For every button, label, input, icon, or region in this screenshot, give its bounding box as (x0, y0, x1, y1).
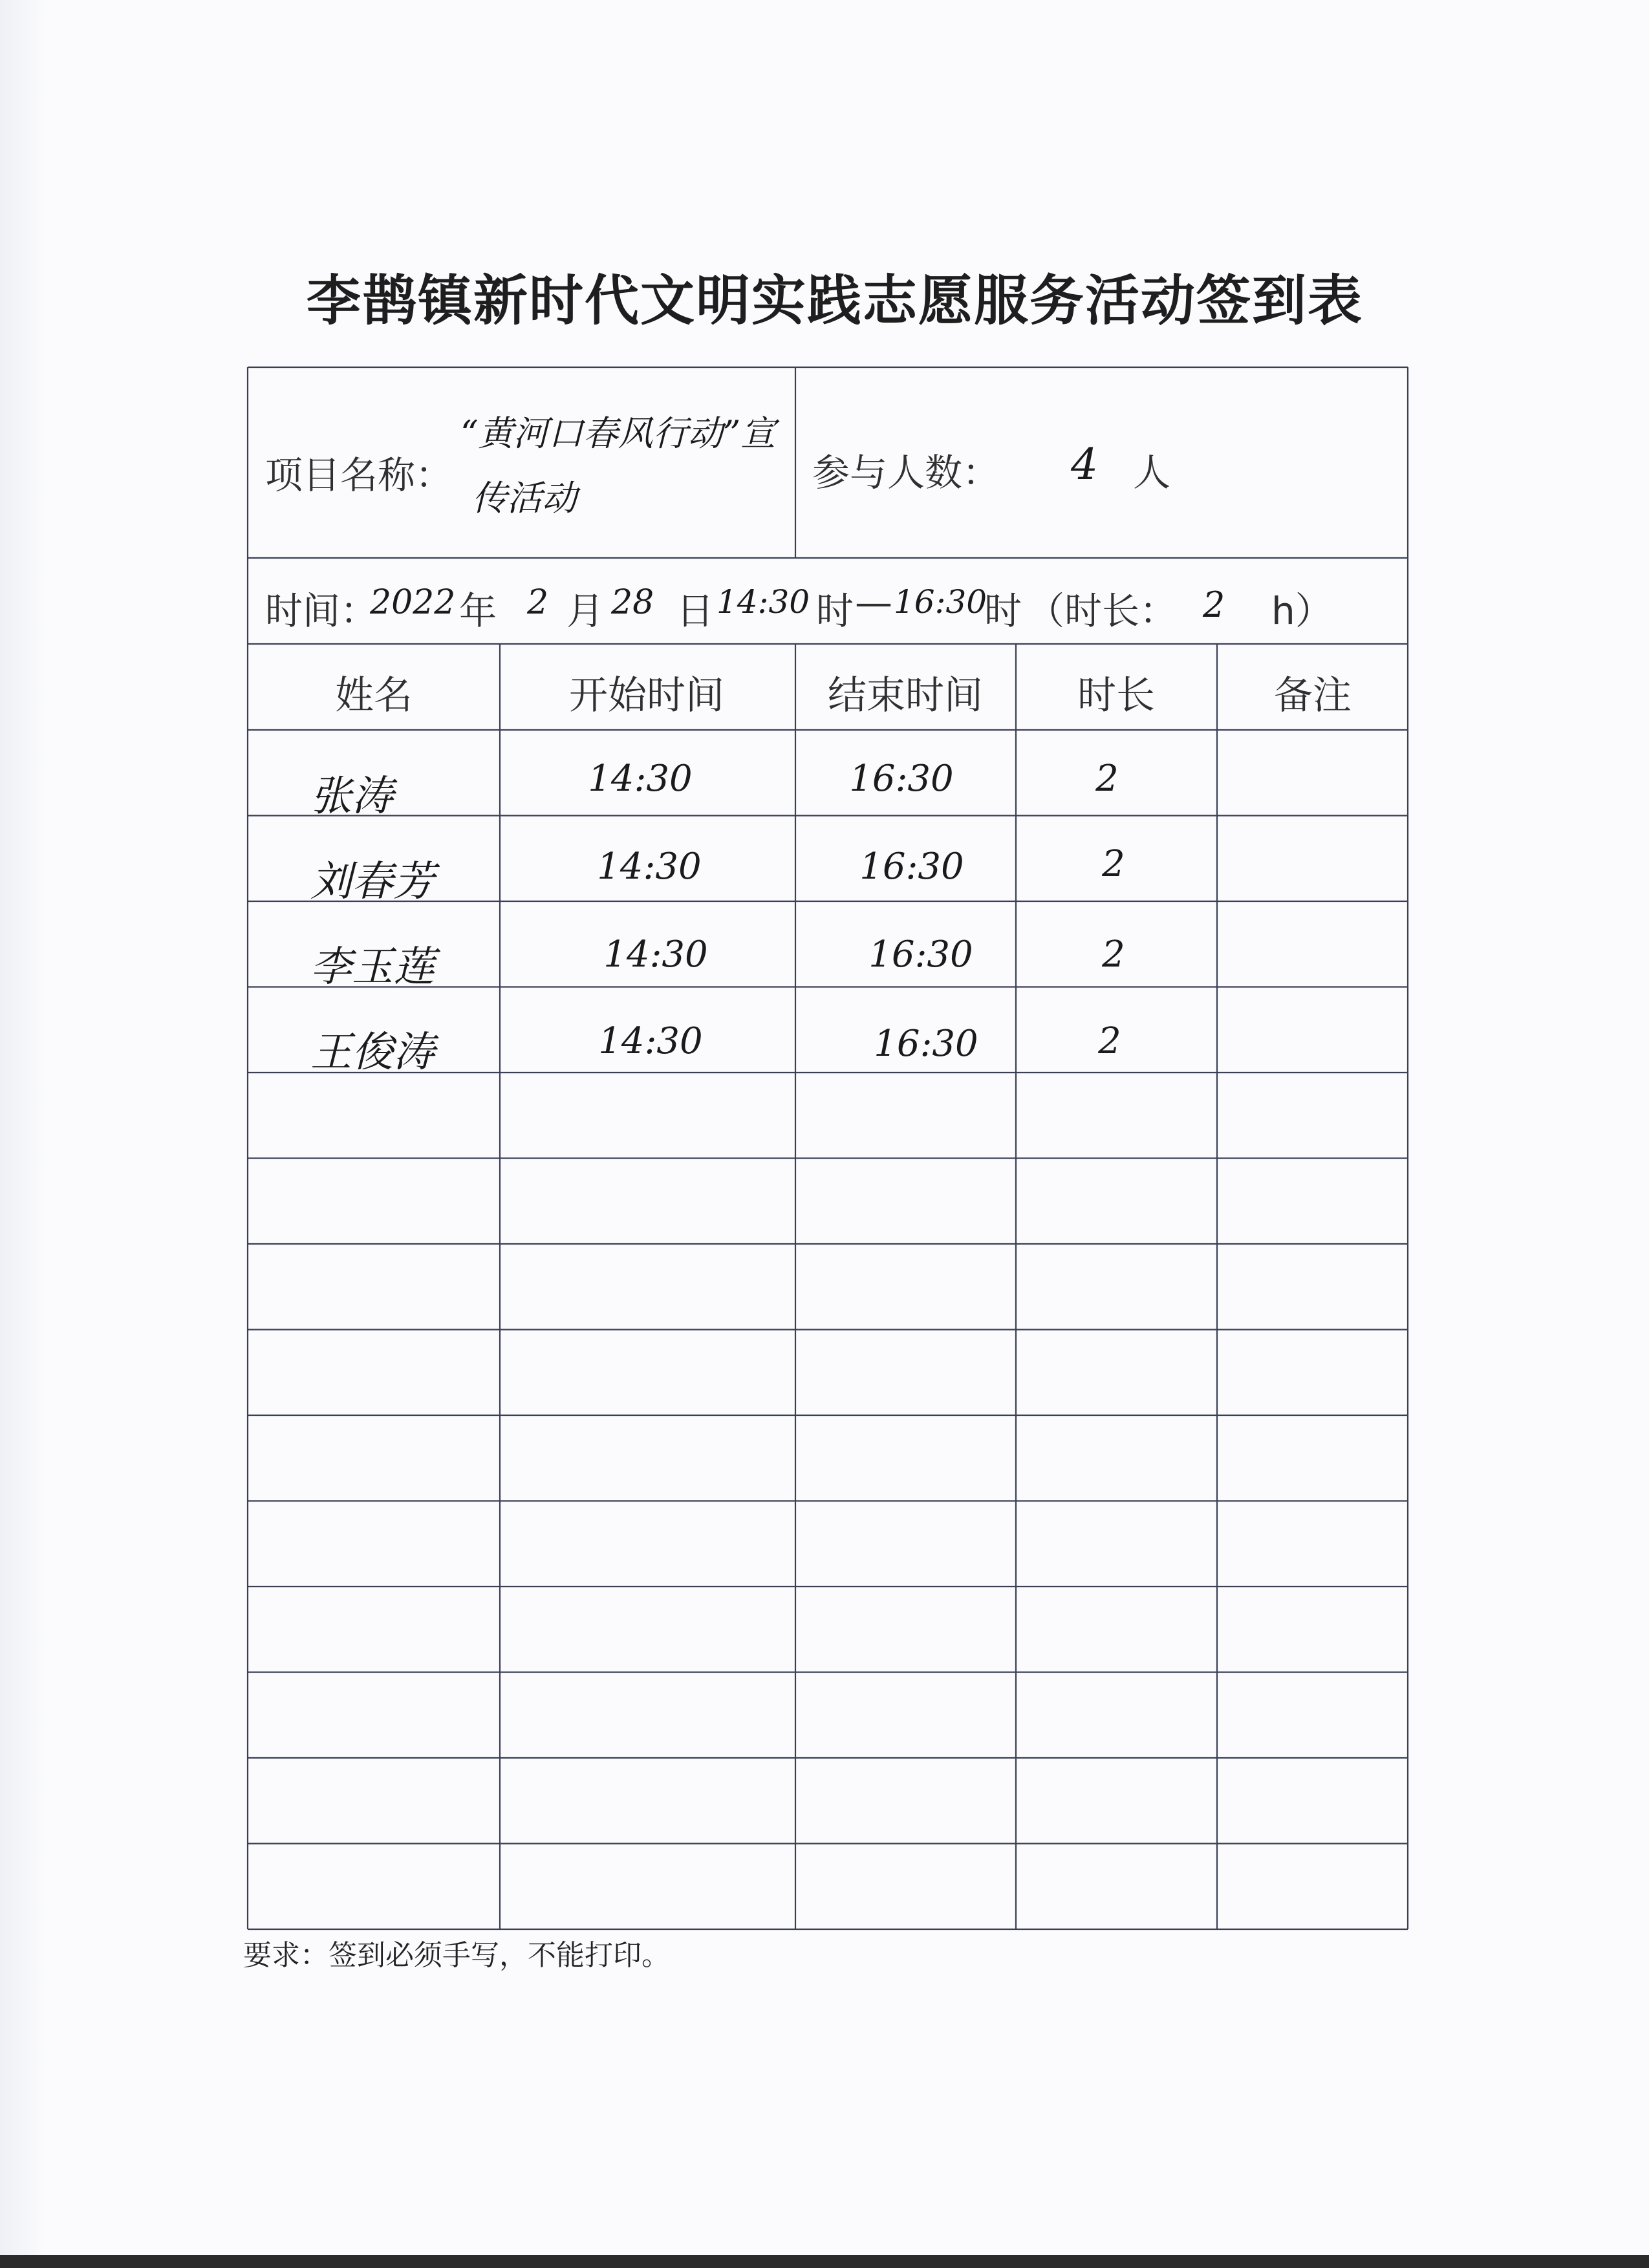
time-year-unit: 年 (459, 589, 497, 633)
row3-end: 16:30 (868, 934, 973, 976)
project-name-value-line2: 传活动 (472, 478, 577, 519)
form-title: 李鹊镇新时代文明实践志愿服务活动签到表 (306, 269, 1363, 332)
row1-name: 张涛 (310, 773, 393, 820)
time-day: 28 (611, 583, 654, 622)
time-day-unit: 日 (676, 589, 715, 633)
time-dash: — (855, 581, 892, 625)
time-duration-open: （时长： (1027, 589, 1178, 633)
time-month-unit: 月 (566, 589, 605, 633)
participants-unit: 人 (1133, 451, 1171, 495)
header-start-time: 开始时间 (569, 673, 724, 718)
row3-name: 李玉莲 (310, 943, 435, 991)
row2-name: 刘春芳 (310, 858, 435, 906)
row3-start: 14:30 (603, 934, 708, 976)
row1-start: 14:30 (588, 758, 693, 800)
row4-name: 王俊涛 (310, 1029, 435, 1076)
header-end-time: 结束时间 (828, 673, 983, 718)
row1-end: 16:30 (849, 758, 954, 800)
requirement-note: 要求：签到必须手写，不能打印。 (243, 1939, 670, 1972)
time-start: 14:30 (717, 583, 810, 621)
time-label: 时间： (265, 589, 378, 633)
header-name: 姓名 (335, 673, 413, 718)
header-duration: 时长 (1077, 673, 1155, 718)
time-start-unit: 时 (816, 589, 854, 633)
row1-duration: 2 (1095, 758, 1119, 800)
row4-end: 16:30 (874, 1023, 978, 1065)
participants-count: 4 (1071, 440, 1098, 489)
row2-start: 14:30 (597, 846, 702, 888)
participants-label: 参与人数： (812, 451, 1000, 495)
time-end: 16:30 (894, 583, 987, 621)
row4-start: 14:30 (598, 1020, 703, 1062)
row2-end: 16:30 (859, 846, 964, 888)
time-month: 2 (527, 583, 549, 622)
time-year: 2022 (370, 583, 456, 622)
header-remarks: 备注 (1274, 673, 1352, 718)
time-duration-close: h） (1271, 589, 1333, 633)
project-name-label: 项目名称： (265, 453, 453, 497)
time-duration-value: 2 (1203, 584, 1225, 625)
row4-duration: 2 (1098, 1020, 1121, 1062)
row3-duration: 2 (1102, 934, 1125, 976)
row2-duration: 2 (1102, 843, 1125, 885)
project-name-value-line1: “黄河口春风行动”宣 (460, 413, 776, 454)
time-end-unit: 时 (984, 589, 1022, 633)
